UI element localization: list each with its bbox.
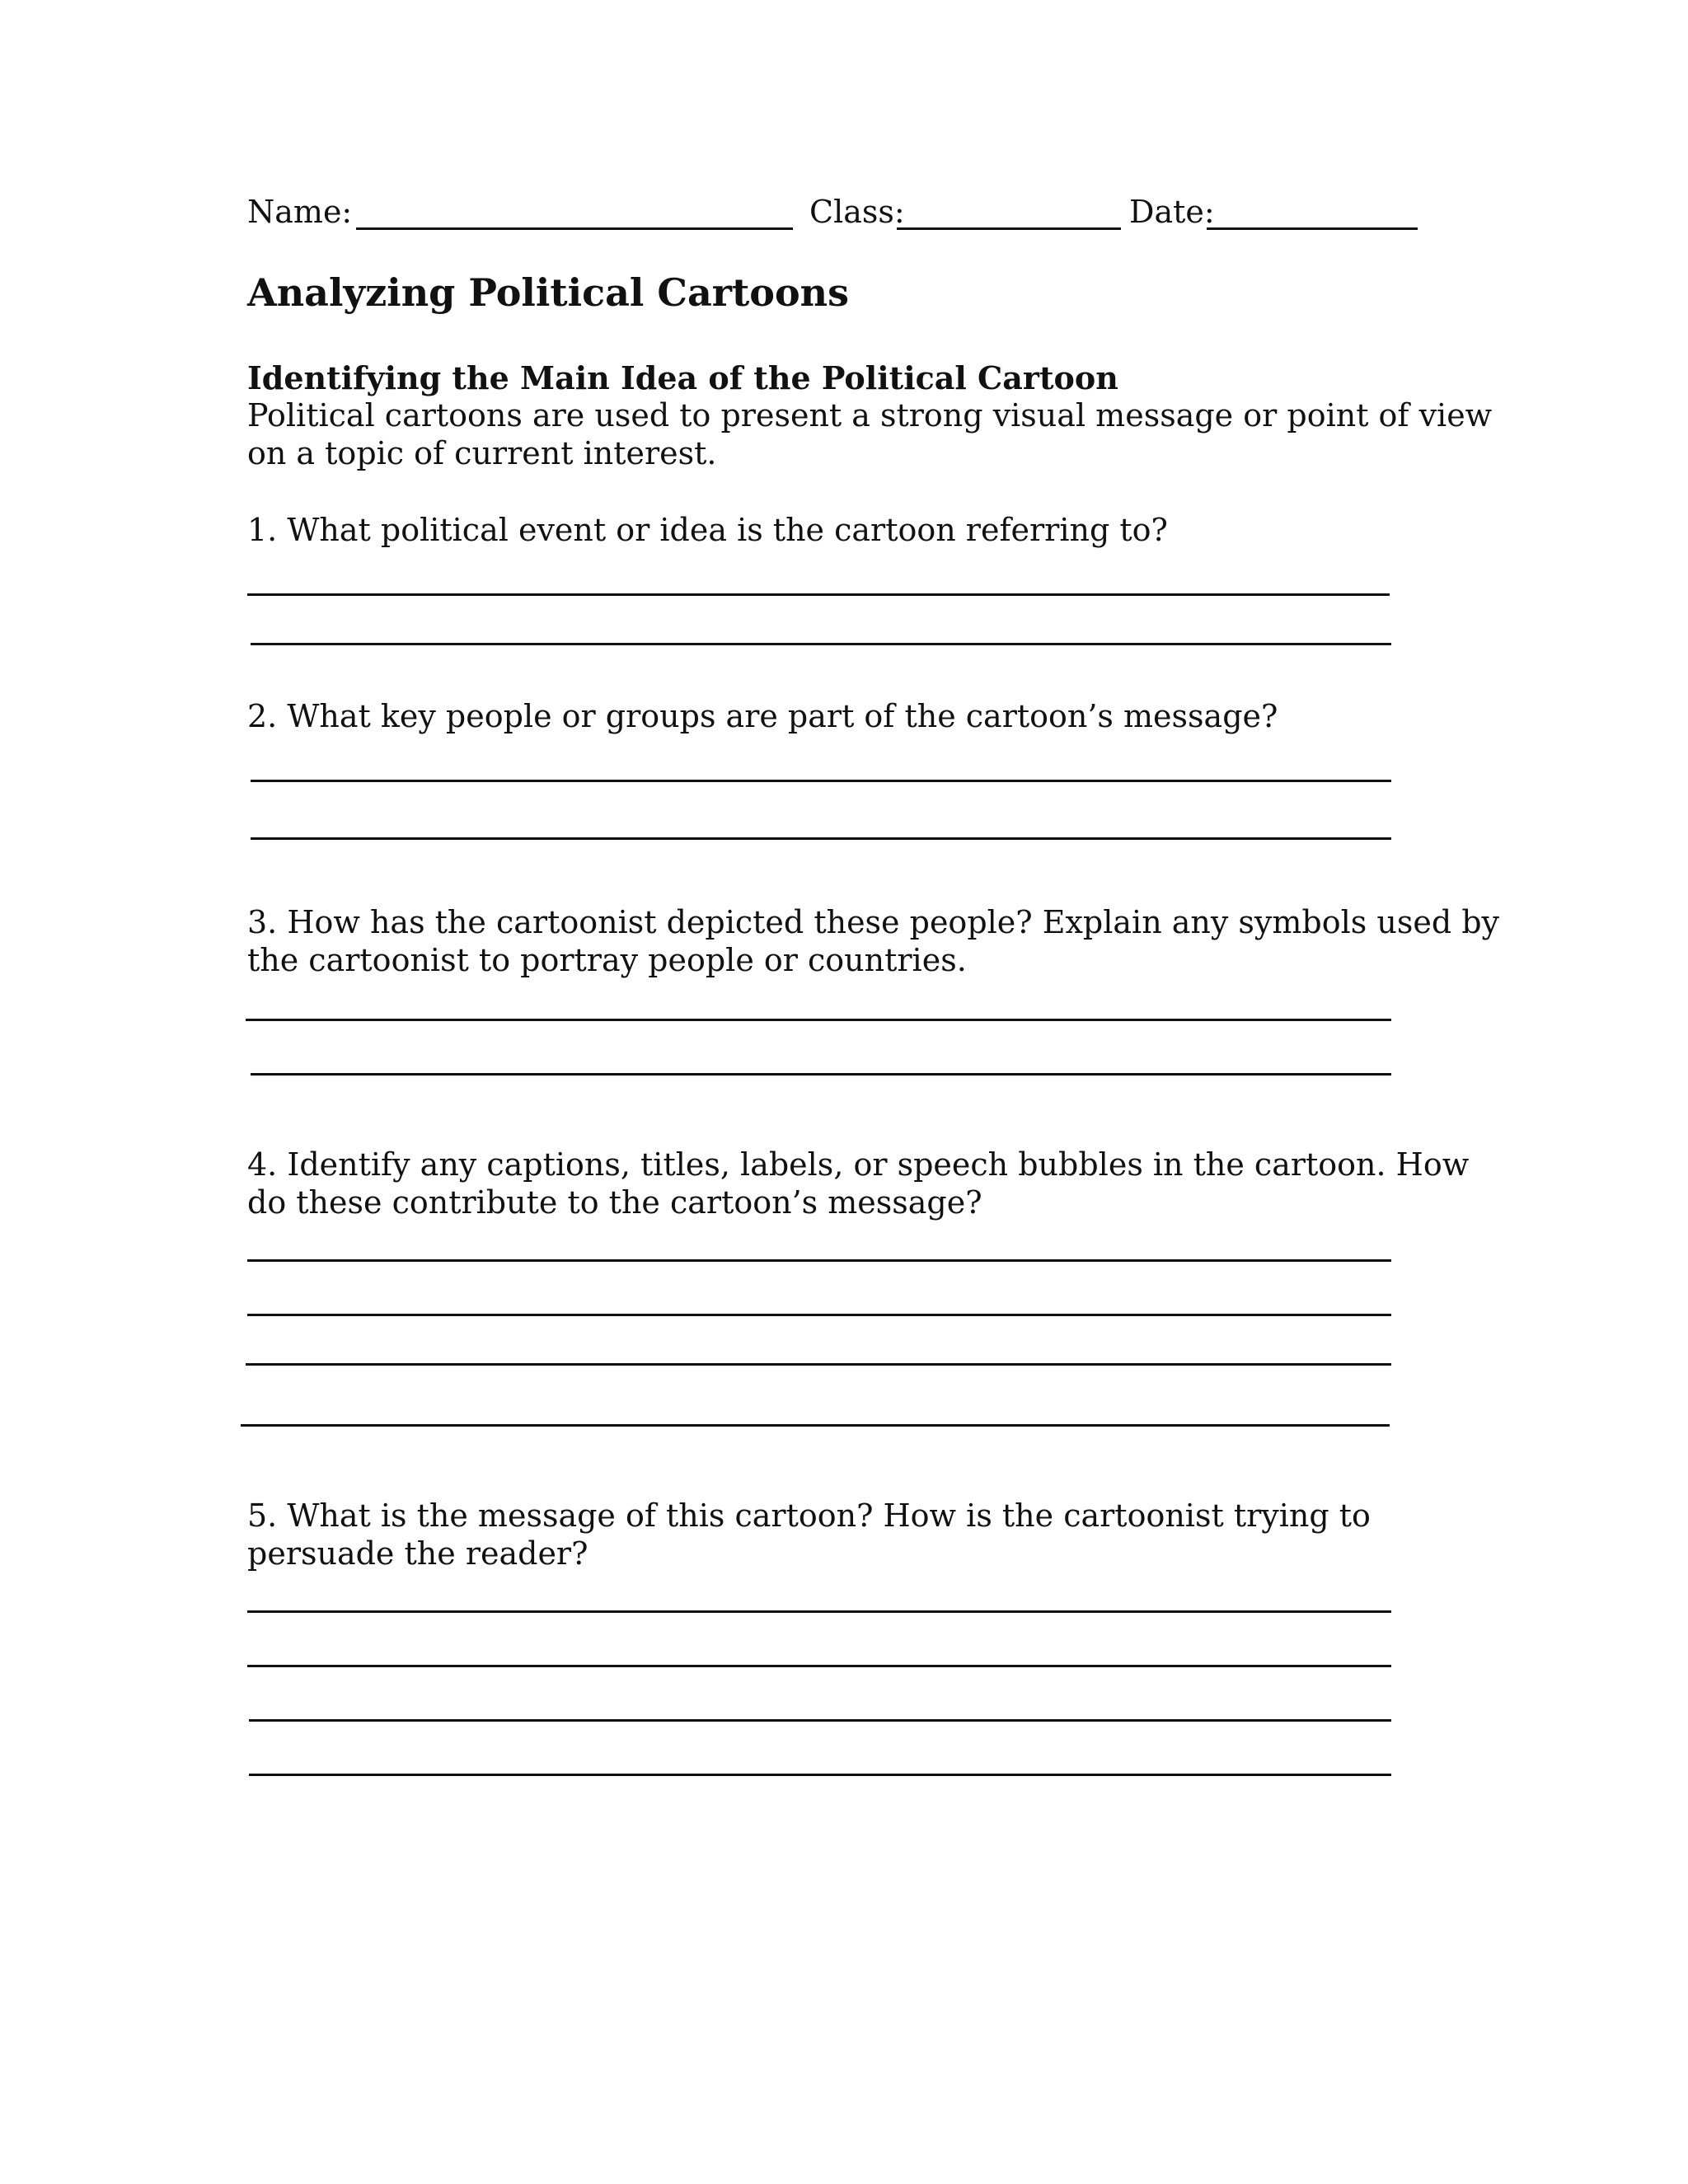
intro-text-line-2: on a topic of current interest.: [247, 435, 717, 471]
date-field[interactable]: [1207, 227, 1418, 230]
answer-line-q2-1[interactable]: [251, 780, 1391, 782]
page-title: Analyzing Political Cartoons: [247, 270, 849, 315]
question-4-line-1: 4. Identify any captions, titles, labels, or speech bubbles in the cartoon. How: [247, 1146, 1470, 1183]
answer-line-q3-2[interactable]: [251, 1073, 1391, 1076]
answer-line-q5-3[interactable]: [249, 1719, 1391, 1722]
section-heading: Identifying the Main Idea of the Political Cartoon: [247, 359, 1118, 396]
class-label: Class:: [809, 194, 905, 230]
answer-line-q5-2[interactable]: [247, 1665, 1391, 1667]
date-label: Date:: [1129, 194, 1215, 230]
question-5-line-2: persuade the reader?: [247, 1535, 588, 1572]
answer-line-q4-3[interactable]: [246, 1363, 1391, 1366]
question-1: 1. What political event or idea is the cartoon referring to?: [247, 512, 1168, 548]
answer-line-q3-1[interactable]: [246, 1019, 1391, 1021]
answer-line-q4-1[interactable]: [247, 1259, 1391, 1262]
answer-line-q4-4[interactable]: [241, 1424, 1390, 1427]
question-2: 2. What key people or groups are part of the cartoon’s message?: [247, 698, 1278, 734]
question-3-line-1: 3. How has the cartoonist depicted these people? Explain any symbols used by: [247, 904, 1500, 940]
answer-line-q4-2[interactable]: [247, 1314, 1391, 1316]
class-field[interactable]: [897, 227, 1121, 230]
question-5-line-1: 5. What is the message of this cartoon? How is the cartoonist trying to: [247, 1497, 1371, 1534]
name-field[interactable]: [356, 227, 793, 230]
intro-text-line-1: Political cartoons are used to present a strong visual message or point of view: [247, 397, 1493, 434]
answer-line-q5-4[interactable]: [249, 1774, 1391, 1776]
question-3-line-2: the cartoonist to portray people or countries.: [247, 942, 967, 978]
answer-line-q1-1[interactable]: [247, 593, 1390, 596]
answer-line-q1-2[interactable]: [251, 643, 1391, 645]
answer-line-q5-1[interactable]: [247, 1610, 1391, 1613]
name-label: Name:: [247, 194, 353, 230]
answer-line-q2-2[interactable]: [251, 837, 1391, 840]
question-4-line-2: do these contribute to the cartoon’s message?: [247, 1184, 982, 1221]
